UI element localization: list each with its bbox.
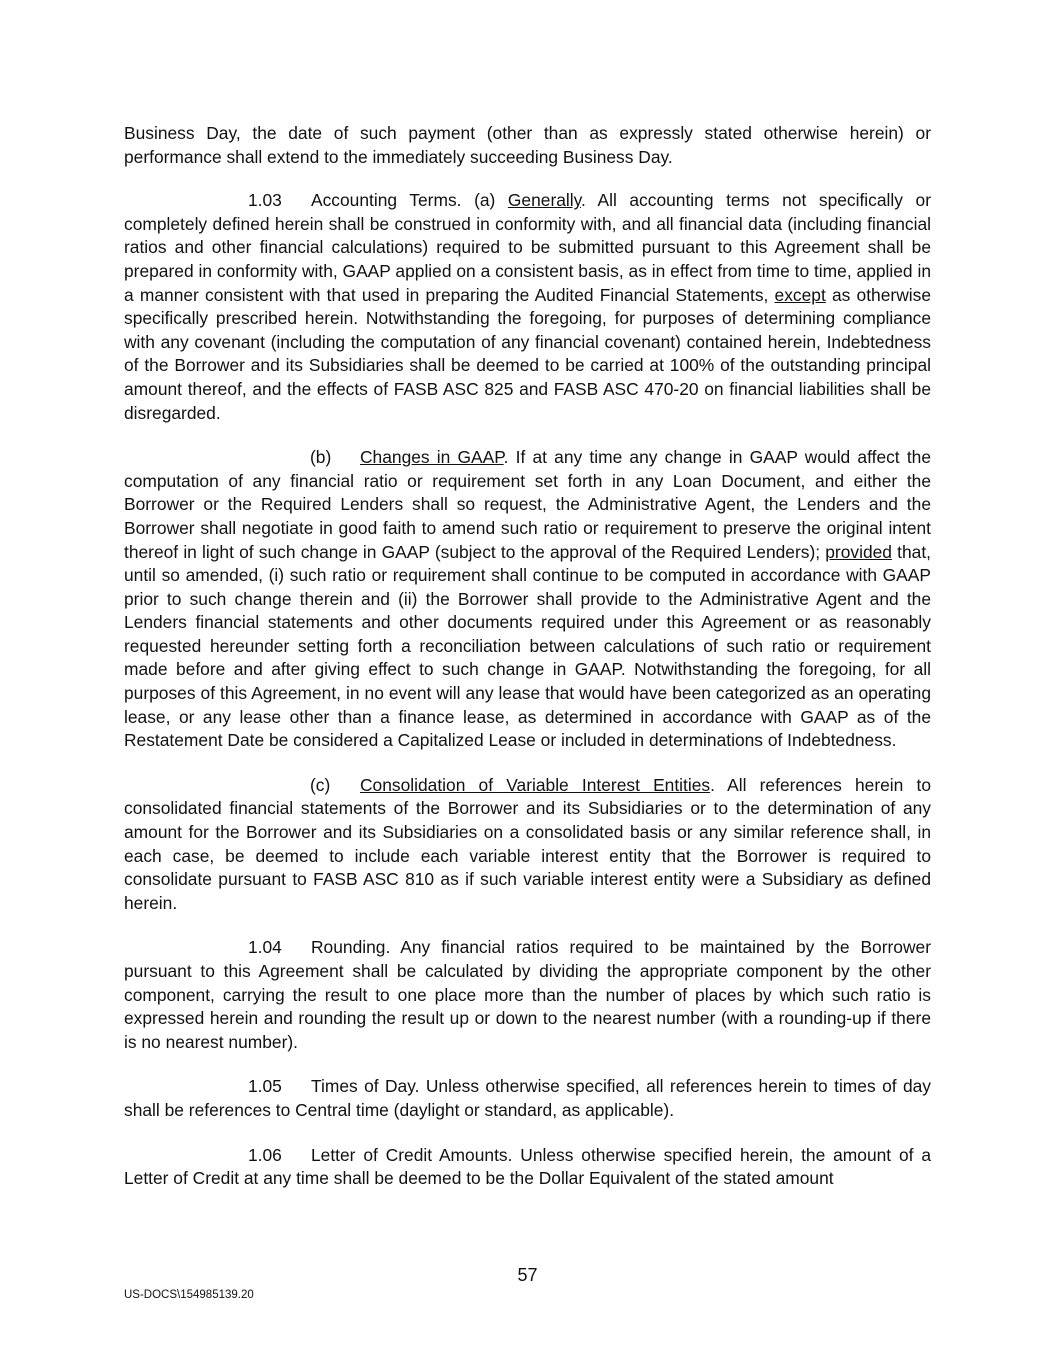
section-number: 1.06 <box>248 1144 282 1165</box>
section-number: 1.05 <box>248 1076 282 1097</box>
section-title: Letter of Credit Amounts. <box>311 1144 513 1165</box>
section-1-03-b-paragraph: (b) Changes in GAAP. If at any time any change in GAAP would affect the computation of any financial ratio or requirement set forth in any Loan Document, and either the Borrower or the Required Lenders shall so request, the Administrative Agent, the Lenders and the Borrower shall negotiate in good faith to amend such ratio or requirement to preserve the original intent thereof in light of such change in GAAP (subject to the approval of the Required Lenders); provided that, until so amended, (i) such ratio or requirement shall continue to be computed in accordance with GAAP prior to such change therein and (ii) the Borrower shall provide to the Administrative Agent and the Lenders financial statements and other documents required under this Agreement or as reasonably requested hereunder setting forth a reconciliation between calculations of such ratio or requirement made before and after giving effect to such change in GAAP. Notwithstanding the foregoing, for all purposes of this Agreement, in no event will any lease that would have been categorized as an operating lease, or any lease other than a finance lease, as determined in accordance with GAAP as of the Restatement Date be considered a Capitalized Lease or included in determinations of Indebtedness. <box>124 447 932 751</box>
section-title: Accounting Terms. <box>311 190 462 211</box>
subsection-heading: Changes in GAAP <box>360 447 504 468</box>
document-id: US-DOCS\154985139.20 <box>124 1289 254 1301</box>
emphasis-provided: provided <box>825 541 892 562</box>
section-1-05-paragraph: 1.05 Times of Day. Unless otherwise specified, all references herein to times of day shall be references to Central time (daylight or standard, as applicable). <box>124 1076 932 1120</box>
section-number: 1.04 <box>248 937 282 958</box>
section-title: Rounding. <box>311 937 391 958</box>
section-1-04-paragraph: 1.04 Rounding. Any financial ratios required to be maintained by the Borrower pursuant to this Agreement shall be calculated by dividing the appropriate component by the other component, carrying the result to one place more than the number of places by which such ratio is expressed herein and rounding the result up or down to the nearest number (with a rounding-up if there is no nearest number). <box>124 937 931 1052</box>
subsection-heading: Consolidation of Variable Interest Entities <box>360 774 711 795</box>
subsection-heading: Generally <box>507 190 582 211</box>
section-1-03-c-paragraph: (c) Consolidation of Variable Interest Entities. All references herein to consolidated financial statements of the Borrower and its Subsidiaries or to the determination of any amount for the Borrower and its Subsidiaries on a consolidated basis or any similar reference shall, in each case, be deemed to include each variable interest entity that the Borrower is required to consolidate pursuant to FASB ASC 810 as if such variable interest entity were a Subsidiary as defined herein. <box>124 774 931 913</box>
section-number: 1.03 <box>248 190 282 211</box>
subsection-label: (a) <box>474 190 496 211</box>
subsection-label: (c) <box>310 774 331 795</box>
document-body <box>124 122 931 1212</box>
subsection-label: (b) <box>310 447 332 468</box>
page-number: 57 <box>517 1265 538 1285</box>
emphasis-except: except <box>774 284 826 305</box>
section-title: Times of Day. <box>311 1076 420 1097</box>
section-1-03-paragraph: 1.03 Accounting Terms. (a) Generally. All accounting terms not specifically or completely defined herein shall be construed in conformity with, and all financial data (including financial ratios and other financial calculations) required to be submitted pursuant to this Agreement shall be prepared in conformity with, GAAP applied on a consistent basis, as in effect from time to time, applied in a manner consistent with that used in preparing the Audited Financial Statements, except as otherwise specifically prescribed herein. Notwithstanding the foregoing, for purposes of determining compliance with any covenant (including the computation of any financial covenant) contained herein, Indebtedness of the Borrower and its Subsidiaries shall be deemed to be carried at 100% of the outstanding principal amount thereof, and the effects of FASB ASC 825 and FASB ASC 470-20 on financial liabilities shall be disregarded. <box>124 190 931 423</box>
intro-paragraph: Business Day, the date of such payment (other than as expressly stated otherwise herein) or performance shall extend to the immediately succeeding Business Day. <box>124 123 931 167</box>
section-1-06-paragraph: 1.06 Letter of Credit Amounts. Unless otherwise specified herein, the amount of a Letter of Credit at any time shall be deemed to be the Dollar Equivalent of the stated amount <box>124 1144 931 1189</box>
